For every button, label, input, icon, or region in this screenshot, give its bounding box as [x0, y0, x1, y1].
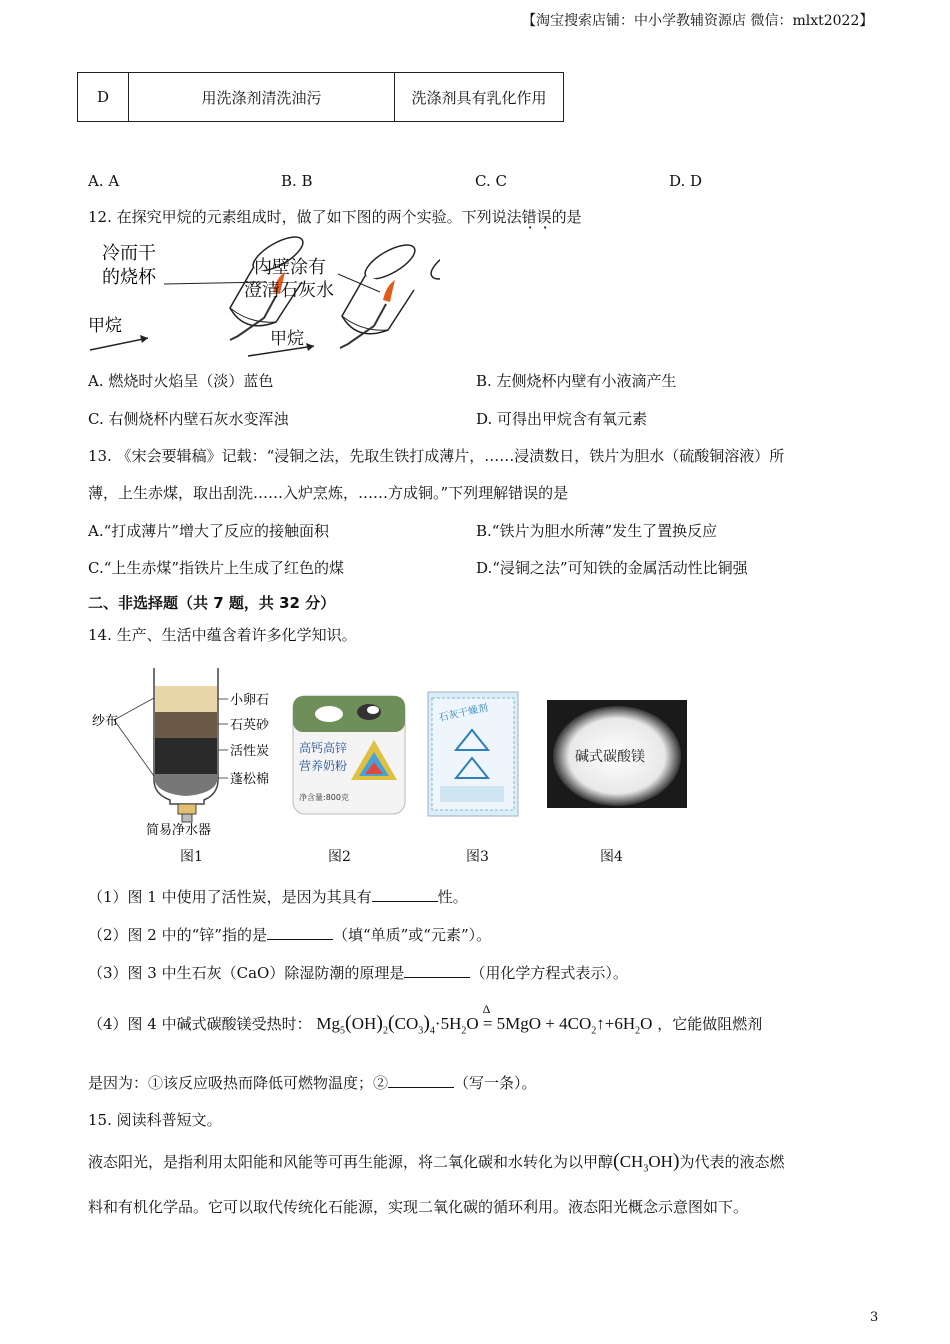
q12-option-d: D. 可得出甲烷含有氧元素	[476, 410, 648, 428]
label-pebble: 小卵石	[230, 693, 270, 708]
label-coated: 内壁涂有	[254, 257, 326, 278]
q12-stem: 12. 在探究甲烷的元素组成时，做了如下图的两个实验。下列说法错误的是	[88, 208, 582, 226]
emphasis-char: 误	[536, 208, 552, 226]
answer-blank[interactable]	[388, 1086, 454, 1088]
q14-part1: （1）图 1 中使用了活性炭，是因为其具有 性。	[88, 888, 468, 906]
milk-text-line1: 高钙高锌	[299, 741, 348, 755]
table-cell-reason: 洗涤剂具有乳化作用	[395, 73, 564, 122]
fig2-caption: 图2	[328, 849, 351, 865]
q13-option-d: D.“浸铜之法”可知铁的金属活动性比铜强	[476, 559, 748, 577]
q13-option-b: B.“铁片为胆水所薄”发生了置换反应	[476, 522, 718, 540]
q14-part3: （3）图 3 中生石灰（CaO）除湿防潮的原理是 （用化学方程式表示）。	[88, 964, 628, 982]
milk-net-weight: 净含量:800克	[299, 793, 349, 802]
label-methane-right: 甲烷	[270, 329, 304, 349]
emphasis-char: 错	[521, 208, 537, 226]
label-limewater: 澄清石灰水	[244, 280, 334, 301]
label-beaker: 的烧杯	[102, 267, 156, 288]
label-gauze: 纱布	[92, 714, 119, 729]
q12-option-a: A. 燃烧时火焰呈（淡）蓝色	[88, 372, 274, 390]
desiccant-label: 石灰干燥剂	[437, 702, 490, 724]
fig1-caption: 图1	[180, 849, 203, 865]
answer-blank[interactable]	[267, 938, 333, 940]
q14-part4-line2: 是因为：①该反应吸热而降低可燃物温度；② （写一条）。	[88, 1074, 537, 1092]
page-number: 3	[870, 1310, 879, 1325]
fig3-caption: 图3	[466, 849, 489, 865]
answer-blank[interactable]	[404, 976, 470, 978]
q12-option-c: C. 右侧烧杯内壁石灰水变浑浊	[88, 410, 289, 428]
q14-part4: （4）图 4 中碱式碳酸镁受热时： $Mg_5(OH)_2(CO_3)_4\cdot 5H_2O$ Δ = $5MgO + 4CO_2↑+6H_2O$ ，它能做阻燃剂	[88, 1002, 763, 1037]
table-row	[78, 73, 564, 122]
q11-option-b: B. B	[281, 172, 313, 190]
q15-stem: 15. 阅读科普短文。	[88, 1111, 222, 1129]
q13-option-a: A.“打成薄片”增大了反应的接触面积	[88, 522, 329, 540]
fig4-caption: 图4	[600, 849, 623, 865]
powder-label: 碱式碳酸镁	[575, 749, 645, 765]
q13-option-c: C.“上生赤煤”指铁片上生成了红色的煤	[88, 559, 345, 577]
water-filter-figure	[92, 664, 282, 839]
label-cold-dry: 冷而干	[102, 243, 156, 264]
label-carbon: 活性炭	[230, 744, 270, 759]
milk-powder-figure	[289, 690, 409, 818]
q15-para-line1: 液态阳光，是指利用太阳能和风能等可再生能源，将二氧化碳和水转化为以甲醇$(CH_3OH)$为代表的液态燃	[88, 1150, 785, 1175]
label-sand: 石英砂	[230, 718, 270, 733]
desiccant-figure	[426, 690, 520, 818]
table-cell-action: 用洗涤剂清洗油污	[129, 73, 395, 122]
q14-part2: （2）图 2 中的“锌”指的是 （填“单质”或“元素”）。	[88, 926, 492, 944]
option-table	[77, 72, 564, 122]
q11-option-d: D. D	[669, 172, 703, 190]
powder-photo	[547, 700, 687, 808]
sand-layer	[155, 712, 217, 738]
label-methane-left: 甲烷	[88, 316, 122, 336]
pebble-layer	[155, 686, 217, 712]
chemical-equation: $Mg_5(OH)_2(CO_3)_4\cdot 5H_2O$ Δ = $5MgO + 4CO_2↑+6H_2O$	[316, 1002, 653, 1037]
arrow-icon	[90, 338, 148, 350]
q11-option-a: A. A	[88, 172, 120, 190]
q13-stem-line1: 13. 《宋会要辑稿》记载：“浸铜之法，先取生铁打成薄片，……浸渍数日，铁片为胆水（硫酸铜溶液）所	[88, 447, 785, 465]
label-cotton: 蓬松棉	[230, 772, 270, 787]
methanol-formula: $(CH_3OH)$	[613, 1150, 680, 1175]
arrow-head-icon	[306, 343, 314, 351]
table-cell-letter: D	[78, 73, 129, 122]
q13-stem-line2: 薄，上生赤煤，取出刮洗……入炉烹炼，……方成铜。”下列理解错误的是	[88, 484, 569, 502]
q12-option-b: B. 左侧烧杯内壁有小液滴产生	[476, 372, 677, 390]
page-header: 【淘宝搜索店铺：中小学教辅资源店 微信：mlxt2022】	[522, 13, 874, 29]
q15-para-line2: 料和有机化学品。它可以取代传统化石能源，实现二氧化碳的循环利用。液态阳光概念示意图如下。	[88, 1198, 749, 1216]
answer-blank[interactable]	[372, 900, 438, 902]
milk-text-line2: 营养奶粉	[299, 759, 348, 773]
q11-option-c: C. C	[475, 172, 507, 190]
carbon-layer	[155, 738, 217, 774]
section-title: 二、非选择题（共 7 题，共 32 分）	[88, 594, 336, 612]
label-filter-caption: 简易净水器	[146, 823, 212, 838]
q14-stem: 14. 生产、生活中蕴含着许多化学知识。	[88, 626, 357, 644]
